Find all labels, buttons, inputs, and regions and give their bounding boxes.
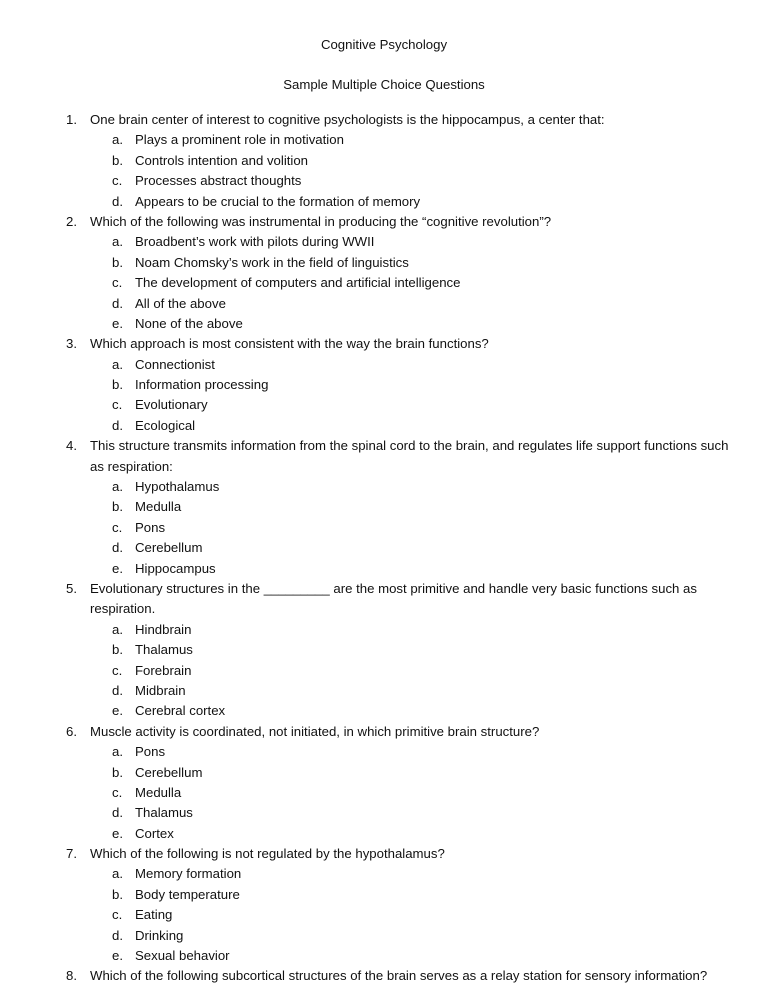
answer-option	[0, 640, 768, 660]
answer-option	[0, 559, 768, 579]
answer-option	[0, 477, 768, 497]
option-text: Sexual behavior	[135, 948, 230, 964]
question-list	[0, 110, 768, 987]
option-text: Broadbent’s work with pilots during WWII	[135, 234, 375, 250]
question-text: Evolutionary structures in the _________ are the most primitive and handle very basic functions such as	[90, 580, 697, 596]
option-text: Medulla	[135, 784, 182, 800]
answer-option	[0, 946, 768, 966]
option-text: Drinking	[135, 927, 184, 943]
option-letter: d.	[112, 540, 123, 556]
question-text: Which of the following is not regulated by the hypothalamus?	[90, 846, 445, 862]
option-text: Eating	[135, 907, 173, 923]
option-letter: b.	[112, 886, 123, 902]
answer-option	[0, 497, 768, 517]
option-letter: c.	[112, 519, 123, 535]
option-letter: d.	[112, 927, 123, 943]
option-letter: e.	[112, 315, 123, 331]
question-text: respiration.	[90, 601, 156, 617]
document-subtitle: Sample Multiple Choice Questions	[283, 77, 485, 92]
answer-option	[0, 395, 768, 415]
option-text: Hindbrain	[135, 621, 192, 637]
answer-option	[0, 171, 768, 191]
option-letter: b.	[112, 499, 123, 515]
question-number: 7.	[66, 846, 77, 862]
option-text: Thalamus	[135, 805, 193, 821]
question-text-line	[0, 110, 768, 130]
option-letter: d.	[112, 682, 123, 698]
question-number: 4.	[66, 438, 77, 454]
question-text-line	[0, 844, 768, 864]
question-8	[0, 966, 768, 986]
option-letter: c.	[112, 784, 123, 800]
option-letter: a.	[112, 866, 123, 882]
answer-option	[0, 416, 768, 436]
option-letter: d.	[112, 193, 123, 209]
question-text: as respiration:	[90, 458, 173, 474]
answer-option	[0, 783, 768, 803]
option-text: Midbrain	[135, 682, 186, 698]
question-number: 6.	[66, 723, 77, 739]
question-text: Muscle activity is coordinated, not initiated, in which primitive brain structure?	[90, 723, 540, 739]
answer-option	[0, 803, 768, 823]
answer-option	[0, 885, 768, 905]
question-number: 8.	[66, 968, 77, 984]
answer-option	[0, 253, 768, 273]
option-letter: b.	[112, 377, 123, 393]
option-text: Pons	[135, 744, 166, 760]
question-text-line	[0, 722, 768, 742]
answer-option	[0, 130, 768, 150]
option-letter: a.	[112, 621, 123, 637]
option-text: Ecological	[135, 417, 196, 433]
answer-option	[0, 620, 768, 640]
option-letter: e.	[112, 948, 123, 964]
answer-option	[0, 375, 768, 395]
option-text: Body temperature	[135, 886, 240, 902]
option-letter: c.	[112, 397, 123, 413]
answer-option	[0, 314, 768, 334]
answer-option	[0, 355, 768, 375]
question-text: Which approach is most consistent with the way the brain functions?	[90, 336, 489, 352]
answer-option	[0, 661, 768, 681]
question-text: Which of the following subcortical structures of the brain serves as a relay station for sensory information?	[90, 968, 708, 984]
option-letter: c.	[112, 275, 123, 291]
option-letter: a.	[112, 234, 123, 250]
answer-option	[0, 864, 768, 884]
question-text-line	[0, 212, 768, 232]
option-letter: c.	[112, 907, 123, 923]
option-text: Hippocampus	[135, 560, 216, 576]
question-1	[0, 110, 768, 212]
answer-option	[0, 701, 768, 721]
option-letter: b.	[112, 254, 123, 270]
question-number: 2.	[66, 213, 77, 229]
option-text: Information processing	[135, 377, 269, 393]
answer-option	[0, 518, 768, 538]
option-text: Memory formation	[135, 866, 242, 882]
option-text: Processes abstract thoughts	[135, 173, 302, 189]
answer-option	[0, 905, 768, 925]
option-text: Hypothalamus	[135, 479, 220, 495]
option-letter: a.	[112, 132, 123, 148]
option-letter: a.	[112, 479, 123, 495]
option-letter: d.	[112, 295, 123, 311]
question-text-line	[0, 966, 768, 986]
question-text: One brain center of interest to cognitive psychologists is the hippocampus, a center that:	[90, 112, 605, 127]
option-text: Forebrain	[135, 662, 192, 678]
option-letter: d.	[112, 805, 123, 821]
answer-option	[0, 273, 768, 293]
question-text-line	[0, 579, 768, 599]
option-text: Noam Chomsky’s work in the field of linguistics	[135, 254, 409, 270]
option-letter: a.	[112, 744, 123, 760]
question-6	[0, 722, 768, 844]
question-text: Which of the following was instrumental in producing the “cognitive revolution”?	[90, 213, 552, 229]
option-text: All of the above	[135, 295, 226, 311]
answer-option	[0, 824, 768, 844]
answer-option	[0, 742, 768, 762]
option-letter: e.	[112, 825, 123, 841]
answer-option	[0, 763, 768, 783]
option-text: Cerebellum	[135, 764, 203, 780]
option-text: Appears to be crucial to the formation of memory	[135, 193, 421, 209]
question-number: 1.	[66, 112, 77, 127]
question-number: 3.	[66, 336, 77, 352]
option-letter: e.	[112, 703, 123, 719]
question-text-line	[0, 436, 768, 456]
option-letter: c.	[112, 173, 123, 189]
question-3	[0, 334, 768, 436]
answer-option	[0, 151, 768, 171]
question-5	[0, 579, 768, 722]
answer-option	[0, 538, 768, 558]
option-letter: b.	[112, 642, 123, 658]
option-text: Medulla	[135, 499, 182, 515]
answer-option	[0, 926, 768, 946]
answer-option	[0, 192, 768, 212]
question-2	[0, 212, 768, 334]
option-letter: d.	[112, 417, 123, 433]
question-text-line	[0, 599, 768, 619]
document-title: Cognitive Psychology	[320, 37, 448, 52]
question-7	[0, 844, 768, 966]
answer-option	[0, 681, 768, 701]
option-text: Pons	[135, 519, 166, 535]
option-text: Cerebellum	[135, 540, 203, 556]
option-letter: c.	[112, 662, 123, 678]
option-text: Evolutionary	[135, 397, 208, 413]
option-letter: b.	[112, 764, 123, 780]
question-text-line	[0, 334, 768, 354]
question-4	[0, 436, 768, 579]
question-text-line	[0, 457, 768, 477]
answer-option	[0, 232, 768, 252]
question-number: 5.	[66, 580, 77, 596]
option-text: Cerebral cortex	[135, 703, 226, 719]
answer-option	[0, 294, 768, 314]
question-text: This structure transmits information from the spinal cord to the brain, and regulates life support functions such	[90, 438, 729, 454]
option-letter: a.	[112, 356, 123, 372]
option-letter: b.	[112, 152, 123, 168]
option-text: The development of computers and artificial intelligence	[135, 275, 461, 291]
option-letter: e.	[112, 560, 123, 576]
option-text: Controls intention and volition	[135, 152, 309, 168]
option-text: Thalamus	[135, 642, 193, 658]
option-text: None of the above	[135, 315, 243, 331]
option-text: Plays a prominent role in motivation	[135, 132, 344, 148]
option-text: Cortex	[135, 825, 174, 841]
option-text: Connectionist	[135, 356, 215, 372]
